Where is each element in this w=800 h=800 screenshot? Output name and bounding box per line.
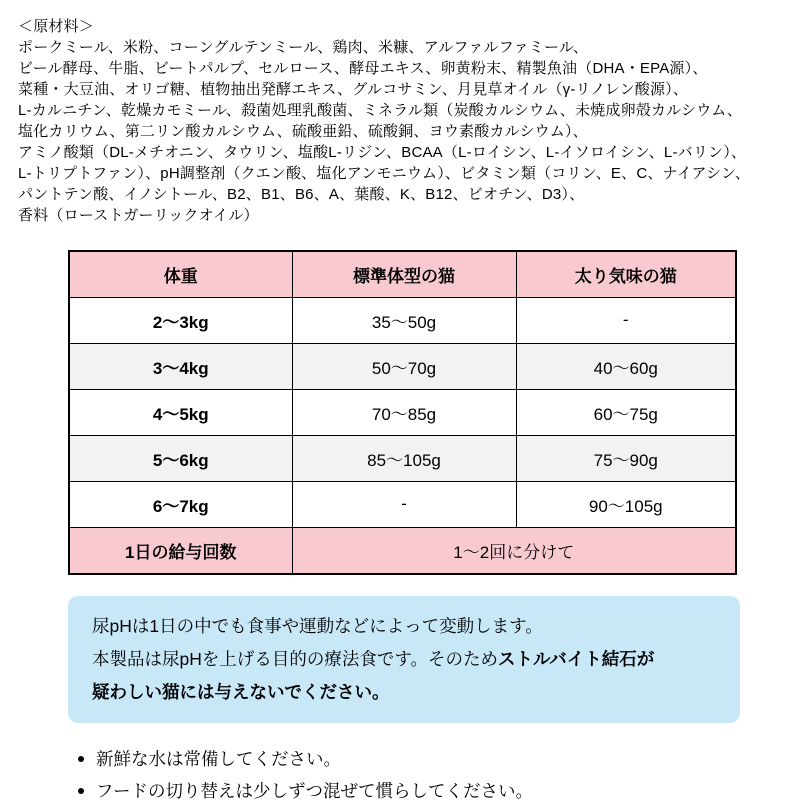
ingredients-line: 香料（ローストガーリックオイル）: [18, 207, 259, 224]
feeding-table-wrapper: [68, 250, 782, 575]
cell-weight: 6～7kg: [69, 481, 292, 527]
cell-chubby: 90～105g: [516, 481, 736, 527]
cell-normal: 50～70g: [292, 343, 516, 389]
ingredients-line: アミノ酸類（DL-メチオニン、タウリン、塩酸L-リジン、BCAA（L-ロイシン、L-イソロイシン、L-バリン）、: [18, 144, 747, 161]
cell-normal: 35～50g: [292, 297, 516, 343]
notice-line-2: [92, 643, 716, 676]
cell-normal: -: [292, 481, 516, 527]
cell-normal: 85～105g: [292, 435, 516, 481]
notice-line-3: [92, 676, 716, 709]
ingredients-line: ビール酵母、牛脂、ビートパルプ、セルロース、酵母エキス、卵黄粉末、精製魚油（DHA・EPA源）、: [18, 60, 708, 77]
cell-weight: 4～5kg: [69, 389, 292, 435]
cell-chubby: 40～60g: [516, 343, 736, 389]
list-item: フードの切り替えは少しずつ混ぜて慣らしてください。: [76, 775, 782, 800]
cell-chubby: 75～90g: [516, 435, 736, 481]
header-cell-chubby-cat: 太り気味の猫: [516, 251, 736, 297]
cell-chubby: 60～75g: [516, 389, 736, 435]
ingredients-line: L-カルニチン、乾燥カモミール、殺菌処理乳酸菌、ミネラル類（炭酸カルシウム、未焼成卵殻カルシウム、: [18, 102, 743, 119]
cell-normal: 70～85g: [292, 389, 516, 435]
table-row: [69, 481, 736, 527]
ingredients-line: L-トリプトファン）、pH調整剤（クエン酸、塩化アンモニウム）、ビタミン類（コリン、E、C、ナイアシン、: [18, 165, 751, 182]
ingredients-line: 菜種・大豆油、オリゴ糖、植物抽出発酵エキス、グルコサミン、月見草オイル（γ-リノレン酸源）、: [18, 81, 689, 98]
header-cell-weight: 体重: [69, 251, 292, 297]
table-row: [69, 435, 736, 481]
table-footer-row: [69, 527, 736, 574]
footer-label-cell: 1日の給与回数: [69, 527, 292, 574]
notice-line-2-bold: ストルバイト結石が: [497, 649, 655, 669]
table-header-row: [69, 251, 736, 297]
list-item: 新鮮な水は常備してください。: [76, 743, 782, 775]
notice-line-1: 尿pHは1日の中でも食事や運動などによって変動します。: [92, 616, 543, 636]
footer-value-cell: 1～2回に分けて: [292, 527, 736, 574]
notice-line-2-normal: 本製品は尿pHを上げる目的の療法食です。そのため: [92, 649, 498, 669]
ingredients-line: ポークミール、米粉、コーングルテンミール、鶏肉、米糠、アルファルファミール、: [18, 39, 589, 56]
cell-weight: 3～4kg: [69, 343, 292, 389]
table-row: [69, 343, 736, 389]
ph-notice-box: [68, 596, 740, 723]
cell-weight: 5～6kg: [69, 435, 292, 481]
notice-line-3-bold: 疑わしい猫には与えないでください。: [92, 682, 390, 702]
header-cell-normal-cat: 標準体型の猫: [292, 251, 516, 297]
ingredients-section: [18, 16, 782, 226]
cell-chubby: -: [516, 297, 736, 343]
table-row: [69, 297, 736, 343]
ingredients-line: 塩化カリウム、第二リン酸カルシウム、硫酸亜鉛、硫酸銅、ヨウ素酸カルシウム）、: [18, 123, 588, 140]
table-row: [69, 389, 736, 435]
notes-list: [76, 743, 782, 800]
ingredients-line: パントテン酸、イノシトール、B2、B1、B6、A、葉酸、K、B12、ビオチン、D3）、: [18, 186, 585, 203]
ingredients-heading: ＜原材料＞: [18, 18, 95, 35]
cell-weight: 2～3kg: [69, 297, 292, 343]
feeding-table: [68, 250, 737, 575]
